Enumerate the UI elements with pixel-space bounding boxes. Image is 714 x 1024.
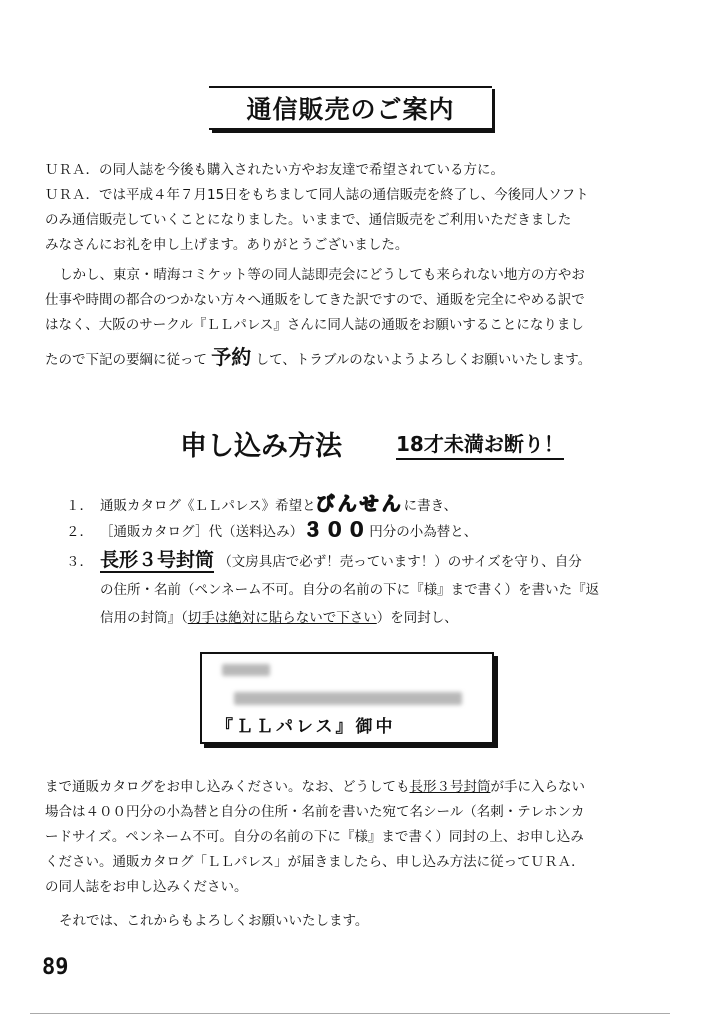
step-3-text-a: （文房具店で必ず！売っています！）のサイズを守り、自分 [218, 554, 582, 570]
step-3-line-3-b: ）を同封し、 [376, 610, 458, 626]
page-number: 89 [42, 955, 69, 980]
closing-line-3: ードサイズ。ペンネーム不可。自分の名前の下に『様』まで書く）同封の上、お申し込み [45, 829, 584, 845]
section-title: 申し込み方法 [180, 431, 342, 462]
step-2-text-a: ［通販カタログ］代（送料込み） [100, 524, 304, 540]
closing-envelope-underlined: 長形３号封筒 [409, 779, 491, 795]
redacted-postal-code [222, 664, 270, 676]
step-2-text-b: 円分の小為替と、 [369, 524, 478, 540]
closing-line-1-a: まで通販カタログをお申し込みください。なお、どうしても [45, 779, 410, 795]
step-3-line-3-a: 信用の封筒』（ [100, 610, 188, 626]
address-box [200, 652, 494, 744]
step-2-emphasis: ３００ [303, 519, 370, 541]
redacted-address [234, 692, 462, 705]
intro-line-3: のみ通信販売していくことになりました。いままで、通信販売をご利用いただきました [45, 212, 572, 228]
intro-line-1: ＵＲＡ．の同人誌を今後も購入されたい方やお友達で希望されている方に。 [45, 162, 504, 178]
closing-line-1 [45, 775, 675, 800]
closing-line-4: ください。通販カタログ「ＬＬパレス」が届きましたら、申し込み方法に従ってＵＲＡ． [45, 854, 585, 870]
reservation-emphasis: 予約 [211, 345, 252, 369]
step-3-number: ３． [66, 554, 93, 570]
intro-line-8-before: たので下記の要綱に従って [45, 352, 207, 368]
step-2 [66, 518, 477, 545]
age-restriction-note: 18才未満お断り！ [396, 428, 564, 460]
step-3-line-3 [100, 606, 458, 631]
intro-line-2: ＵＲＡ．では平成４年７月15日をもちまして同人誌の通信販売を終了し、今後同人ソフト [45, 187, 589, 203]
bottom-rule [30, 1013, 670, 1014]
closing-line-5: の同人誌をお申し込みください。 [45, 879, 248, 895]
closing-line-1-b: が手に入らない [490, 779, 585, 795]
intro-line-5: しかし、東京・晴海コミケット等の同人誌即売会にどうしても来られない地方の方やお [59, 267, 585, 283]
page-title: 通信販売のご案内 [246, 95, 455, 124]
intro-line-7: はなく、大阪のサークル『ＬＬパレス』さんに同人誌の通販をお願いすることになりまし [45, 317, 584, 333]
step-1-text-b: に書き、 [403, 498, 458, 514]
step-3-no-stamp-note: 切手は絶対に貼らないで下さい [187, 610, 377, 626]
step-3-line-2: の住所・名前（ペンネーム不可。自分の名前の下に『様』まで書く）を書いた『返 [100, 582, 600, 598]
step-1 [66, 492, 457, 519]
intro-line-8-after: して、トラブルのないようよろしくお願いいたします。 [255, 352, 592, 368]
title-box [209, 86, 492, 130]
step-3 [66, 548, 582, 575]
intro-line-4: みなさんにお礼を申し上げます。ありがとうございました。 [45, 237, 409, 253]
application-method-heading [180, 424, 580, 464]
step-1-number: １． [66, 498, 93, 514]
step-1-text-a: 通販カタログ《ＬＬパレス》希望と [100, 498, 316, 514]
step-3-envelope-emphasis: 長形３号封筒 [100, 549, 215, 571]
address-recipient: 『ＬＬパレス』御中 [216, 717, 396, 737]
step-1-emphasis: びんせん [315, 493, 404, 515]
intro-line-8 [45, 345, 675, 373]
intro-line-6: 仕事や時間の都合のつかない方々へ通販をしてきた訳ですので、通販を完全にやめる訳で [45, 292, 585, 308]
step-2-number: ２． [66, 524, 93, 540]
closing-line-6: それでは、これからもよろしくお願いいたします。 [59, 913, 369, 929]
closing-line-2: 場合は４００円分の小為替と自分の住所・名前を書いた宛て名シール（名刺・テレホンカ [45, 804, 585, 820]
